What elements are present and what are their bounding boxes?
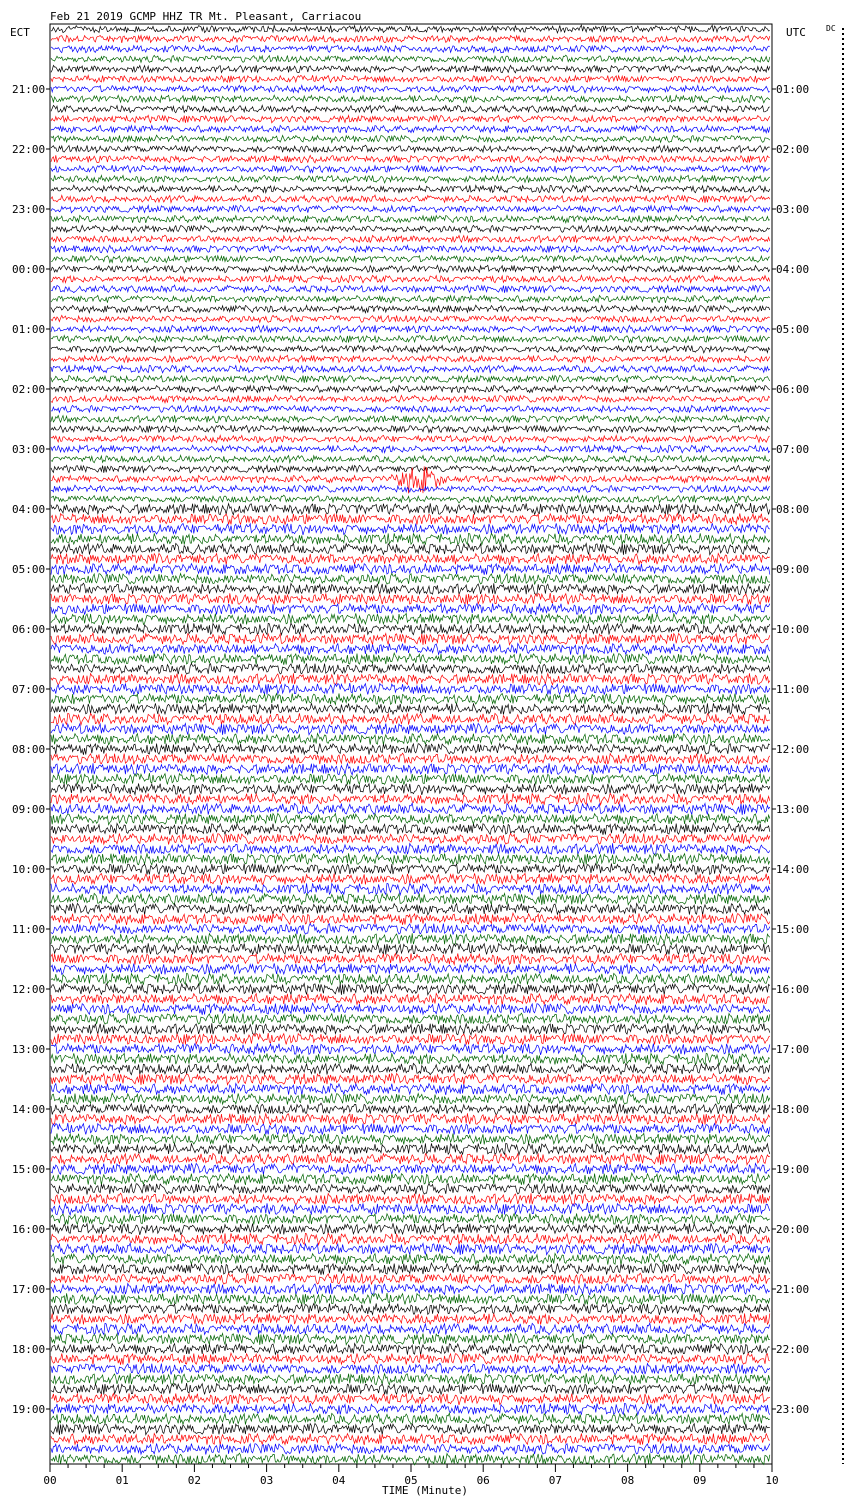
seismic-trace	[51, 593, 770, 605]
seismic-trace	[51, 115, 770, 123]
corner-label: DC	[826, 24, 836, 33]
left-axis-label: ECT	[10, 26, 30, 39]
seismic-trace	[51, 1453, 770, 1465]
right-hour-label: 06:00	[776, 383, 810, 396]
seismic-trace	[51, 175, 770, 183]
seismic-trace	[51, 583, 770, 595]
seismic-trace	[51, 643, 770, 655]
right-hour-label: 11:00	[776, 683, 810, 696]
left-hour-label: 14:00	[12, 1103, 46, 1116]
seismic-trace	[51, 405, 770, 413]
seismic-trace	[51, 135, 770, 142]
x-tick-label: 08	[620, 1474, 635, 1487]
seismic-trace	[51, 933, 770, 945]
seismic-trace	[51, 1243, 770, 1255]
seismic-trace	[51, 723, 770, 734]
x-tick-label: 04	[332, 1474, 346, 1487]
seismic-trace	[51, 75, 770, 82]
left-hour-label: 18:00	[12, 1343, 46, 1356]
seismic-trace	[51, 295, 770, 303]
seismic-trace	[51, 814, 770, 825]
left-hour-label: 09:00	[12, 803, 46, 816]
left-hour-label: 23:00	[12, 203, 46, 216]
seismic-trace	[51, 485, 770, 492]
seismic-trace	[51, 1103, 770, 1115]
seismic-trace	[51, 25, 770, 33]
x-tick-label: 02	[187, 1474, 202, 1487]
seismic-trace	[51, 733, 770, 745]
seismic-trace	[51, 1233, 770, 1245]
left-hour-label: 19:00	[12, 1403, 46, 1416]
left-hour-label: 03:00	[12, 443, 46, 456]
right-hour-label: 14:00	[776, 863, 810, 876]
seismic-trace	[51, 1053, 770, 1065]
seismic-trace	[51, 553, 770, 564]
x-tick-label: 10	[765, 1474, 779, 1487]
x-tick-label: 09	[693, 1474, 707, 1487]
right-hour-label: 08:00	[776, 503, 810, 516]
right-hour-label: 15:00	[776, 923, 810, 936]
right-hour-label: 05:00	[776, 323, 810, 336]
seismic-trace	[51, 215, 770, 223]
seismic-trace	[51, 683, 770, 695]
seismic-trace	[51, 285, 770, 293]
seismic-trace	[51, 85, 770, 93]
seismic-trace	[51, 1163, 770, 1174]
seismic-trace	[51, 1263, 770, 1275]
right-hour-label: 20:00	[776, 1223, 810, 1236]
seismic-trace	[51, 1424, 770, 1435]
left-hour-label: 00:00	[12, 263, 46, 276]
seismic-trace	[51, 1273, 770, 1284]
traces-group	[51, 25, 770, 1465]
seismic-trace	[51, 65, 770, 73]
seismic-trace	[51, 345, 770, 353]
seismic-trace	[51, 1023, 770, 1035]
seismic-trace	[51, 993, 770, 1005]
seismic-trace	[51, 95, 770, 103]
right-hour-label: 07:00	[776, 443, 810, 456]
seismic-trace	[51, 1293, 770, 1305]
left-hour-label: 11:00	[12, 923, 46, 936]
seismic-trace	[51, 883, 770, 895]
seismic-trace	[51, 165, 770, 172]
seismic-trace	[51, 1283, 770, 1295]
seismic-trace	[51, 513, 770, 524]
seismic-trace	[51, 495, 770, 503]
seismic-trace	[51, 455, 770, 463]
left-hour-label: 02:00	[12, 383, 46, 396]
seismic-trace	[51, 105, 770, 113]
seismic-trace	[51, 653, 770, 665]
left-hour-label: 10:00	[12, 863, 46, 876]
seismic-trace	[51, 185, 770, 193]
seismic-trace	[51, 1303, 770, 1315]
seismic-trace	[51, 385, 770, 393]
seismic-trace	[51, 365, 770, 373]
seismic-trace	[51, 1403, 770, 1415]
seismic-trace	[51, 325, 770, 333]
seismic-trace	[51, 963, 770, 974]
seismic-trace	[51, 503, 770, 515]
seismic-trace	[51, 435, 770, 443]
right-hour-label: 16:00	[776, 983, 810, 996]
seismic-trace	[51, 1093, 770, 1104]
seismic-trace	[51, 873, 770, 885]
seismic-trace	[51, 1373, 770, 1385]
seismic-trace	[51, 275, 770, 283]
right-hour-label: 10:00	[776, 623, 810, 636]
seismic-trace	[51, 703, 770, 714]
seismic-trace	[51, 823, 770, 835]
seismic-trace	[51, 355, 770, 362]
x-tick-label: 00	[43, 1474, 57, 1487]
seismic-trace	[51, 903, 770, 915]
left-hour-label: 17:00	[12, 1283, 46, 1296]
right-hour-label: 09:00	[776, 563, 810, 576]
seismic-trace	[51, 943, 770, 955]
x-tick-label: 07	[548, 1474, 563, 1487]
seismic-trace	[51, 55, 770, 63]
seismic-trace	[51, 843, 770, 855]
seismic-trace	[51, 1433, 770, 1445]
right-hour-label: 17:00	[776, 1043, 810, 1056]
seismic-trace	[51, 1393, 770, 1405]
seismic-trace	[51, 465, 770, 473]
left-hour-label: 01:00	[12, 323, 46, 336]
seismic-trace	[51, 415, 770, 423]
seismic-trace	[51, 195, 770, 203]
left-hour-label: 12:00	[12, 983, 46, 996]
seismic-trace	[51, 673, 770, 685]
left-hour-label: 16:00	[12, 1223, 46, 1236]
seismic-trace	[51, 953, 770, 965]
right-hour-label: 04:00	[776, 263, 810, 276]
seismic-trace	[51, 225, 770, 232]
seismic-trace	[51, 205, 770, 212]
left-hour-label: 21:00	[12, 83, 46, 96]
seismic-trace	[51, 395, 770, 403]
right-hour-label: 19:00	[776, 1163, 810, 1176]
seismic-trace	[51, 783, 770, 795]
seismic-trace	[51, 803, 770, 815]
seismic-trace	[51, 1343, 770, 1355]
seismic-trace	[51, 863, 770, 874]
seismic-trace	[51, 1353, 770, 1365]
chart-title: Feb 21 2019 GCMP HHZ TR Mt. Pleasant, Carriacou	[50, 10, 362, 23]
seismic-trace	[51, 1013, 770, 1025]
seismic-trace	[51, 1003, 770, 1015]
seismic-trace	[51, 1133, 770, 1145]
seismic-trace	[51, 913, 770, 925]
seismic-trace	[51, 533, 770, 545]
seismic-trace	[51, 1213, 770, 1224]
right-hour-label: 03:00	[776, 203, 810, 216]
left-hour-label: 06:00	[12, 623, 46, 636]
seismic-trace	[51, 425, 770, 432]
seismic-trace	[51, 1444, 770, 1455]
seismic-trace	[51, 1123, 770, 1135]
right-hour-label: 02:00	[776, 143, 810, 156]
seismic-trace	[51, 1113, 770, 1125]
seismic-trace	[51, 613, 770, 625]
seismic-trace	[51, 265, 770, 273]
seismic-trace	[51, 1323, 770, 1335]
seismic-trace	[51, 663, 770, 674]
right-hour-label: 22:00	[776, 1343, 810, 1356]
x-tick-label: 06	[476, 1474, 490, 1487]
seismic-trace	[51, 1363, 770, 1375]
seismic-trace	[51, 1223, 770, 1235]
seismic-trace	[51, 255, 770, 262]
left-hour-label: 22:00	[12, 143, 46, 156]
seismic-trace	[51, 1383, 770, 1395]
left-hour-label: 04:00	[12, 503, 46, 516]
seismic-trace	[51, 1313, 770, 1324]
seismic-trace	[51, 375, 770, 383]
x-axis-label: TIME (Minute)	[381, 1484, 469, 1497]
seismic-trace	[51, 1333, 770, 1344]
right-hour-labels	[772, 83, 809, 1416]
seismic-trace	[51, 923, 770, 934]
right-hour-label: 13:00	[776, 803, 810, 816]
seismic-trace	[51, 1063, 770, 1075]
left-hour-label: 15:00	[12, 1163, 46, 1176]
seismic-trace	[51, 983, 770, 994]
seismic-trace	[51, 305, 770, 313]
seismic-trace	[51, 1083, 770, 1095]
left-hour-label: 07:00	[12, 683, 46, 696]
right-hour-label: 21:00	[776, 1283, 810, 1296]
seismic-trace	[51, 1033, 770, 1045]
x-tick-label: 05	[404, 1474, 418, 1487]
right-axis-label: UTC	[786, 26, 806, 39]
seismic-trace	[51, 335, 770, 342]
seismic-trace	[51, 245, 770, 253]
seismic-trace	[51, 743, 770, 755]
seismic-trace	[51, 315, 770, 322]
seismic-trace	[51, 1043, 770, 1055]
left-hour-label: 13:00	[12, 1043, 46, 1056]
seismic-trace	[51, 1073, 770, 1084]
x-tick-label: 03	[259, 1474, 274, 1487]
seismic-trace	[51, 1143, 770, 1155]
seismic-trace	[51, 853, 770, 865]
seismic-trace	[51, 633, 770, 645]
seismic-trace	[51, 693, 770, 705]
x-tick-label: 01	[115, 1474, 129, 1487]
right-hour-label: 01:00	[776, 83, 810, 96]
seismic-trace	[51, 834, 770, 845]
seismic-trace	[51, 623, 770, 635]
seismic-trace	[51, 1413, 770, 1425]
seismic-trace	[51, 45, 770, 52]
seismic-trace	[51, 793, 770, 805]
seismic-trace	[51, 773, 770, 785]
seismic-trace	[51, 763, 770, 775]
seismic-trace	[51, 1173, 770, 1185]
seismic-trace	[51, 1253, 770, 1265]
seismic-trace	[51, 753, 770, 765]
left-hour-label: 05:00	[12, 563, 46, 576]
seismic-trace	[51, 1193, 770, 1205]
seismic-trace	[51, 713, 770, 725]
seismic-trace	[51, 563, 770, 575]
seismic-trace	[51, 155, 770, 163]
seismic-trace	[51, 125, 770, 132]
seismic-trace	[51, 603, 770, 614]
seismic-trace	[51, 523, 770, 535]
left-hour-label: 08:00	[12, 743, 46, 756]
right-hour-label: 18:00	[776, 1103, 810, 1116]
seismic-trace	[51, 1153, 770, 1165]
right-hour-label: 12:00	[776, 743, 810, 756]
seismic-trace	[51, 1203, 770, 1215]
seismic-trace	[51, 1184, 770, 1195]
right-hour-label: 23:00	[776, 1403, 810, 1416]
seismic-trace	[51, 574, 770, 585]
seismic-trace	[51, 445, 770, 453]
seismic-trace	[51, 145, 770, 153]
seismic-trace	[51, 36, 770, 43]
seismic-trace	[51, 973, 770, 985]
seismic-trace	[51, 235, 770, 243]
seismic-trace	[51, 893, 770, 905]
left-hour-labels	[12, 83, 50, 1416]
